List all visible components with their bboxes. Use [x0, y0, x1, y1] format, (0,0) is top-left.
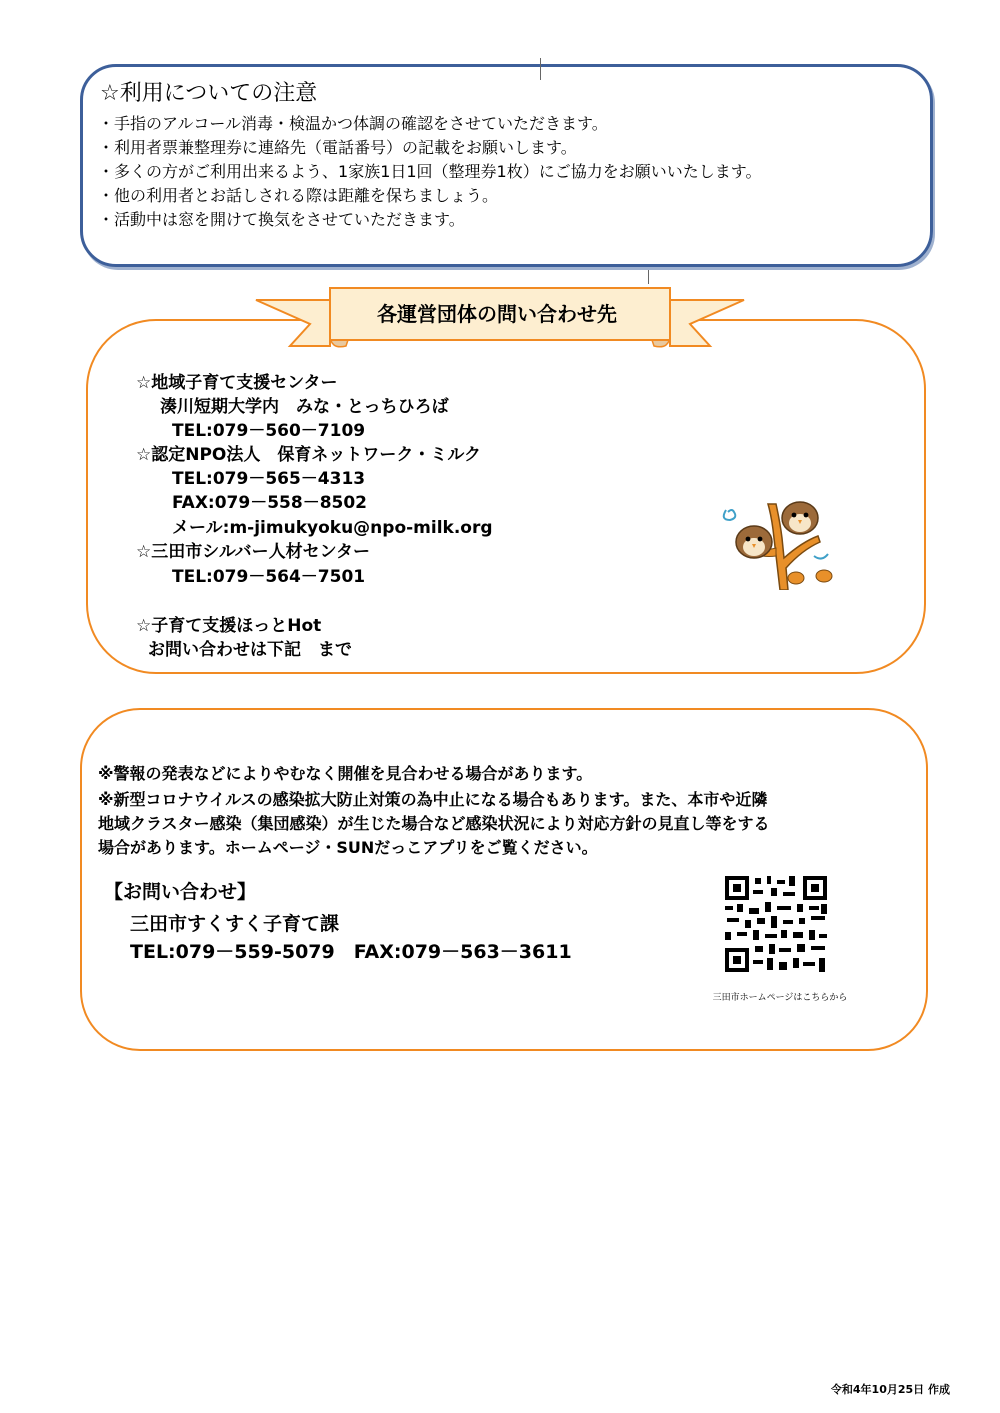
inquiry-org: 三田市すくすく子育て課	[130, 913, 340, 935]
announcement-text: 場合があります。ホームページ・SUNだっこアプリをご覧ください。	[98, 838, 598, 857]
inquiry-heading: 【お問い合わせ】	[104, 881, 257, 903]
notice-item: ・ 手指のアルコール消毒・検温かつ体調の確認をさせていただきます。	[98, 112, 761, 136]
qr-code[interactable]	[723, 874, 829, 974]
contact-text: FAX:079－558－8502	[172, 493, 368, 513]
inquiry-contact: TEL:079－559-5079 FAX:079－563－3611	[130, 941, 572, 963]
contact-heading: ☆地域子育て支援センター	[136, 373, 338, 393]
contact-heading: ☆三田市シルバー人材センター	[136, 542, 370, 562]
contact-heading: ☆子育て支援ほっとHot	[136, 616, 322, 636]
contact-text: メール:m-jimukyoku@npo-milk.org	[172, 518, 493, 538]
contact-text: TEL:079－565－4313	[172, 469, 366, 489]
birds-illustration	[718, 498, 840, 590]
contact-heading: ☆認定NPO法人 保育ネットワーク・ミルク	[136, 445, 482, 465]
notice-list	[98, 112, 761, 232]
contact-text: 湊川短期大学内 みな・とっちひろば	[160, 397, 449, 417]
announcement-text: ※警報の発表などによりやむなく開催を見合わせる場合があります。	[98, 764, 593, 783]
center-mark	[540, 58, 541, 80]
qr-caption: 三田市ホームページはこちらから	[712, 993, 848, 1003]
notice-item: ・ 多くの方がご利用出来るよう、1家族1日1回（整理券1枚）にご協力をお願いいたします。	[98, 160, 761, 184]
contact-text: TEL:079－560－7109	[172, 421, 366, 441]
announcement-text: ※新型コロナウイルスの感染拡大防止対策の為中止になる場合もあります。また、本市や近隣	[98, 790, 768, 809]
contact-text: TEL:079－564－7501	[172, 567, 366, 587]
notice-title: ☆利用についての注意	[100, 81, 318, 106]
ribbon-title: 各運営団体の問い合わせ先	[377, 302, 617, 326]
notice-item: ・ 他の利用者とお話しされる際は距離を保ちましょう。	[98, 184, 761, 208]
announcement-text: 地域クラスター感染（集団感染）が生じた場合など感染状況により対応方針の見直し等をする	[98, 814, 770, 833]
footer-date: 令和4年10月25日 作成	[830, 1383, 950, 1396]
notice-item: ・ 利用者票兼整理券に連絡先（電話番号）の記載をお願いします。	[98, 136, 761, 160]
center-mark	[648, 270, 649, 284]
notice-item: ・ 活動中は窓を開けて換気をさせていただきます。	[98, 208, 761, 232]
contact-text: お問い合わせは下記 まで	[148, 640, 352, 660]
